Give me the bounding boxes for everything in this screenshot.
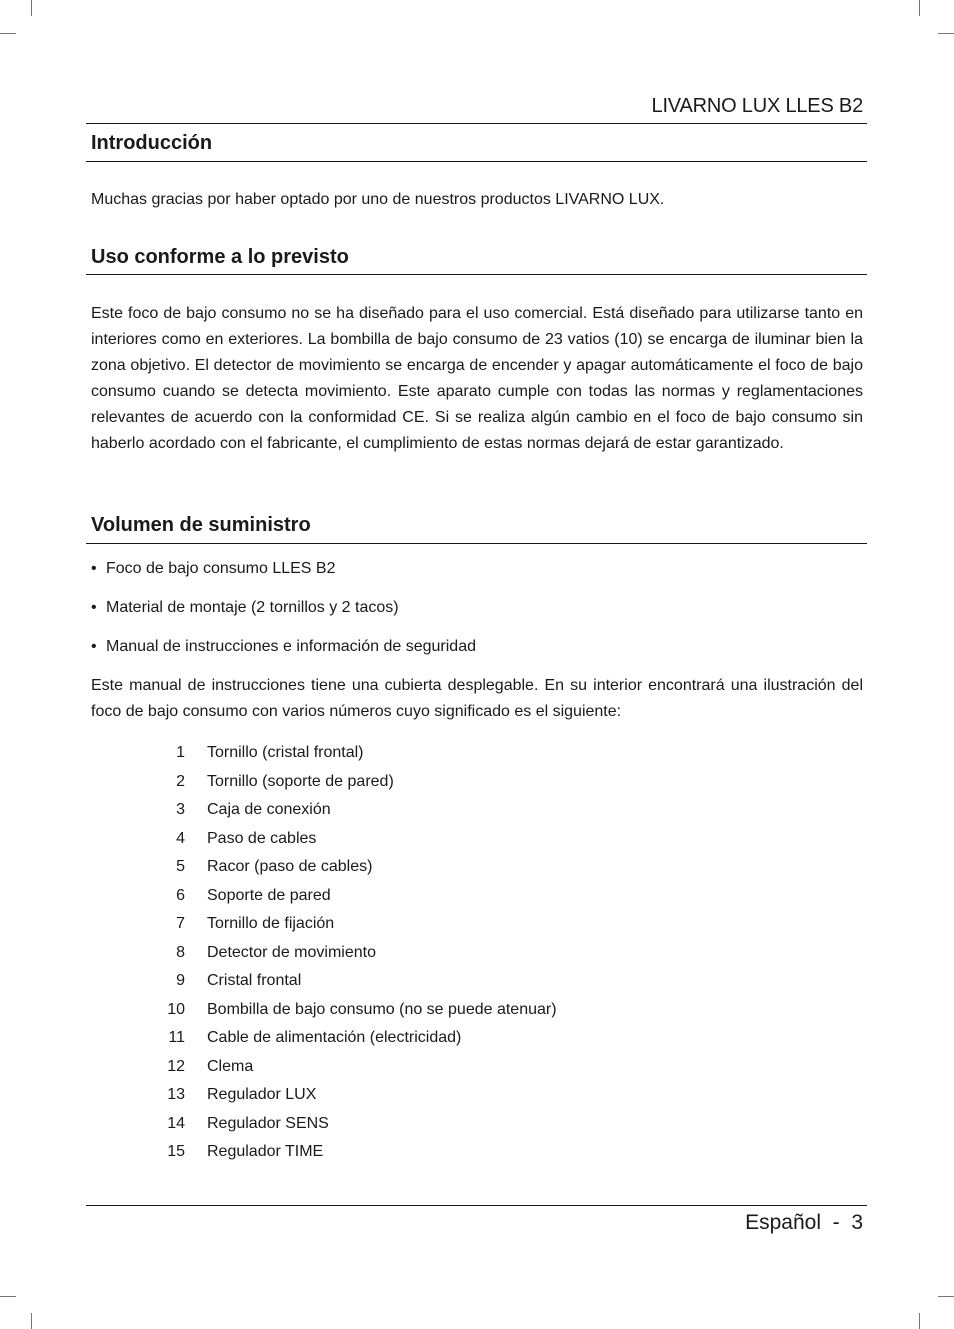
list-item <box>150 1110 557 1139</box>
crop-mark <box>0 1296 16 1297</box>
list-item-label: Foco de bajo consumo LLES B2 <box>106 560 336 577</box>
heading-uso-conforme: Uso conforme a lo previsto <box>91 246 349 268</box>
part-number: 8 <box>176 943 185 961</box>
part-number: 10 <box>167 1000 185 1018</box>
part-number: 14 <box>167 1114 185 1132</box>
part-label: Cristal frontal <box>207 972 302 989</box>
list-item <box>91 559 335 579</box>
part-number: 3 <box>176 801 185 818</box>
section-rule <box>86 161 867 162</box>
part-label: Regulador LUX <box>207 1086 317 1103</box>
part-number: 13 <box>167 1086 185 1103</box>
list-item-label: Material de montaje (2 tornillos y 2 tacos) <box>106 599 399 616</box>
part-label: Clema <box>207 1057 254 1075</box>
part-label: Cable de alimentación (electricidad) <box>207 1029 462 1046</box>
part-number: 7 <box>176 915 185 932</box>
document-title: LIVARNO LUX LLES B2 <box>651 95 863 117</box>
part-label: Soporte de pared <box>207 886 331 904</box>
list-item <box>150 1053 557 1082</box>
part-number: 4 <box>176 829 185 847</box>
crop-mark <box>938 1296 954 1297</box>
part-label: Detector de movimiento <box>207 943 376 961</box>
section-rule <box>86 543 867 544</box>
list-item <box>150 853 557 882</box>
part-label: Tornillo (cristal frontal) <box>207 744 364 761</box>
heading-volumen-suministro: Volumen de suministro <box>91 514 311 536</box>
section-rule <box>86 274 867 275</box>
part-number: 6 <box>176 886 185 904</box>
part-label: Tornillo (soporte de pared) <box>207 772 394 790</box>
crop-mark <box>938 33 954 34</box>
list-item <box>150 825 557 854</box>
list-item <box>150 1024 557 1053</box>
crop-mark <box>31 0 32 16</box>
part-label: Caja de conexión <box>207 801 331 818</box>
list-item <box>150 967 557 996</box>
part-label: Racor (paso de cables) <box>207 858 373 875</box>
part-number: 11 <box>168 1029 185 1046</box>
part-number: 9 <box>176 972 185 989</box>
bullet-icon: • <box>91 599 97 616</box>
use-paragraph: Este foco de bajo consumo no se ha diseñado para el uso comercial. Está diseñado para utilizarse tanto en interiores como en exteriores. La bombilla de bajo consumo de 23 vatios (10) se encarga de iluminar bien la zona objetivo. El detector de movimiento se encarga de encender y apagar automáticamente el foco de bajo consumo cuando se detecta movimiento. Este aparato cumple con todas las normas y reglamentaciones relevantes de acuerdo con la conformidad CE. Si se realiza algún cambio en el foco de bajo consumo sin haberlo acordado con el fabricante, el cumplimiento de estas normas dejará de estar garantizado. <box>91 305 863 452</box>
part-number: 15 <box>167 1143 185 1160</box>
heading-introduccion: Introducción <box>91 132 213 154</box>
list-item <box>150 1138 557 1167</box>
crop-mark <box>919 1313 920 1329</box>
part-number: 12 <box>167 1057 185 1075</box>
part-label: Bombilla de bajo consumo (no se puede atenuar) <box>207 1000 557 1018</box>
list-item-label: Manual de instrucciones e información de seguridad <box>106 638 476 655</box>
part-number: 1 <box>176 744 185 761</box>
list-item <box>150 739 557 768</box>
crop-mark <box>919 0 920 16</box>
crop-mark <box>0 33 16 34</box>
footer-rule <box>86 1205 867 1206</box>
list-item <box>150 939 557 968</box>
intro-paragraph: Muchas gracias por haber optado por uno de nuestros productos LIVARNO LUX. <box>91 191 665 208</box>
crop-mark <box>31 1313 32 1329</box>
list-item <box>150 768 557 797</box>
page-number <box>745 1211 863 1235</box>
supply-paragraph: Este manual de instrucciones tiene una cubierta desplegable. En su interior encontrará una ilustración del foco de bajo consumo con varios números cuyo significado es el siguiente: <box>91 677 863 720</box>
part-label: Tornillo de fijación <box>207 915 335 932</box>
part-label: Paso de cables <box>207 829 317 847</box>
part-label: Regulador SENS <box>207 1114 329 1132</box>
page-number-label: Español - 3 <box>745 1211 863 1234</box>
list-item <box>91 637 476 657</box>
bullet-icon: • <box>91 560 97 577</box>
list-item <box>150 1081 557 1110</box>
parts-list <box>150 739 557 1167</box>
part-number: 2 <box>176 772 185 790</box>
part-number: 5 <box>176 858 185 875</box>
list-item <box>91 598 399 618</box>
list-item <box>150 882 557 911</box>
header-rule <box>86 123 867 124</box>
list-item <box>150 796 557 825</box>
bullet-icon: • <box>91 638 97 655</box>
list-item <box>150 910 557 939</box>
list-item <box>150 996 557 1025</box>
part-label: Regulador TIME <box>207 1143 324 1160</box>
